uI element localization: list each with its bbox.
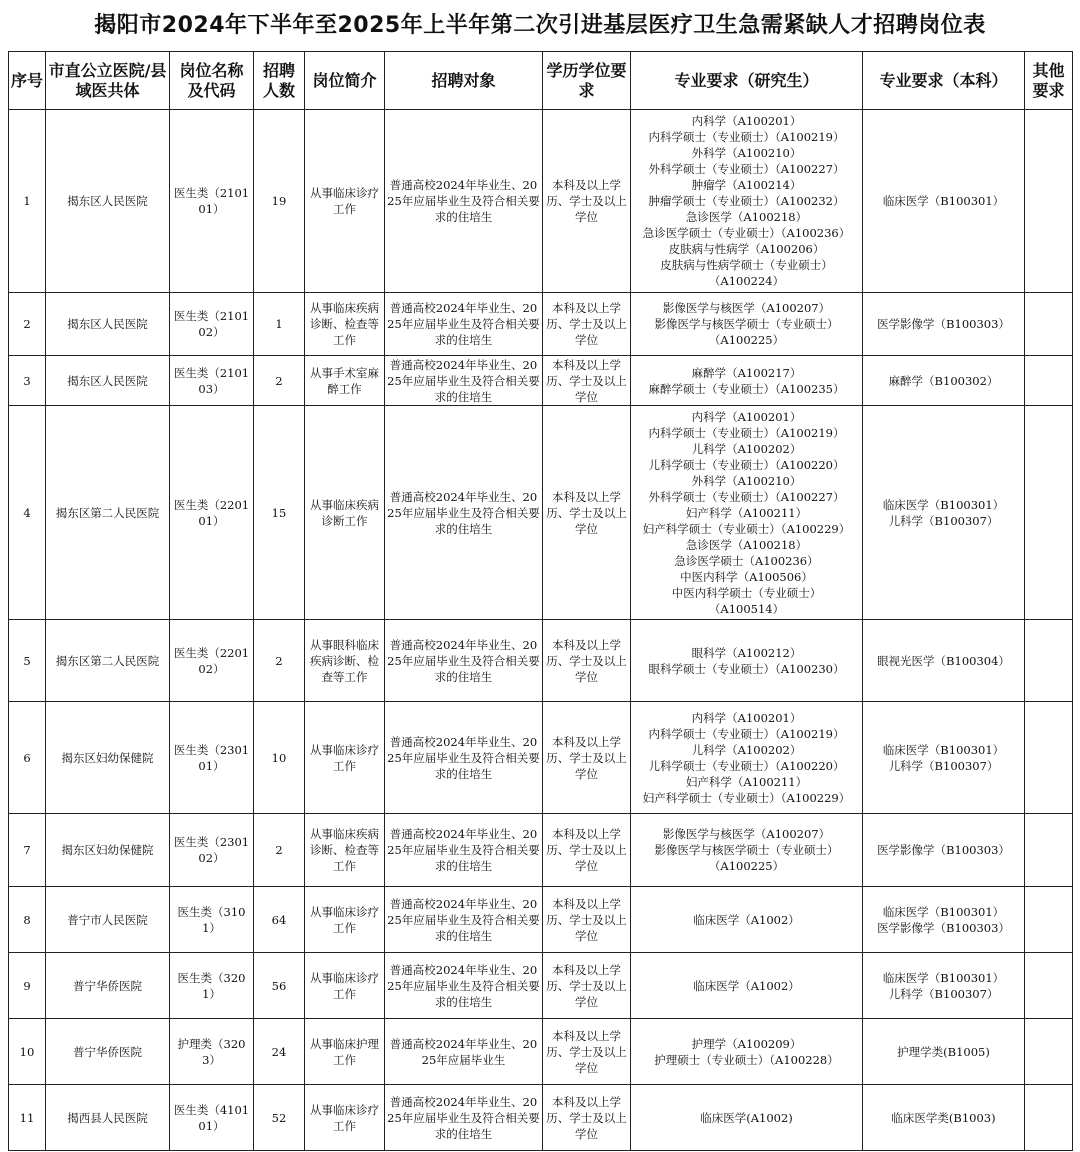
cell-count: 24 [254, 1019, 305, 1085]
cell-hospital: 揭东区人民医院 [46, 356, 170, 406]
cell-grad-major [631, 1085, 863, 1151]
major-line: 麻醉学（B100302） [888, 373, 999, 388]
cell-seq: 9 [9, 953, 46, 1019]
major-line: 护理学类(B1005) [897, 1044, 990, 1059]
cell-target: 普通高校2024年毕业生、2025年应届毕业生及符合相关要求的住培生 [385, 814, 543, 887]
cell-ug-major [863, 293, 1025, 356]
cell-hospital: 揭东区第二人民医院 [46, 620, 170, 702]
major-line: 内科学硕士（专业硕士）（A100219） [648, 425, 845, 440]
cell-ug-major [863, 406, 1025, 620]
cell-grad-major [631, 953, 863, 1019]
major-line: 妇产科学（A100211） [685, 505, 808, 520]
major-line: 临床医学（A1002） [693, 912, 800, 927]
major-line: 麻醉学（A100217） [691, 365, 802, 380]
cell-intro: 从事临床疾病诊断工作 [305, 406, 385, 620]
major-line: 急诊医学硕士（专业硕士）（A100236） [642, 226, 851, 240]
cell-target: 普通高校2024年毕业生、2025年应届毕业生及符合相关要求的住培生 [385, 1085, 543, 1151]
major-line: 中医内科学（A100506） [680, 569, 813, 584]
major-line: 妇产科学硕士（专业硕士）（A100229） [642, 790, 851, 805]
header-target: 招聘对象 [385, 52, 543, 110]
major-line: 内科学（A100201） [691, 710, 802, 725]
major-line: 急诊医学（A100218） [685, 210, 808, 224]
cell-seq: 7 [9, 814, 46, 887]
major-line: 眼视光医学（B100304） [877, 653, 1010, 668]
cell-education: 本科及以上学历、学士及以上学位 [543, 814, 631, 887]
cell-hospital: 揭东区人民医院 [46, 110, 170, 293]
cell-education: 本科及以上学历、学士及以上学位 [543, 293, 631, 356]
major-line: 影像医学与核医学（A100207） [662, 301, 831, 315]
cell-other [1025, 1019, 1073, 1085]
major-line: 医学影像学（B100303） [877, 920, 1010, 935]
table-row [9, 1085, 1073, 1151]
major-line: 儿科学硕士（专业硕士）（A100220） [648, 457, 845, 472]
major-line: 外科学（A100210） [691, 473, 802, 488]
cell-other [1025, 953, 1073, 1019]
cell-grad-major [631, 110, 863, 293]
cell-ug-major [863, 1085, 1025, 1151]
table-row [9, 356, 1073, 406]
major-line: 护理硕士（专业硕士）（A100228） [654, 1052, 839, 1067]
major-line: 内科学（A100201） [691, 409, 802, 424]
cell-hospital: 普宁华侨医院 [46, 1019, 170, 1085]
cell-ug-major [863, 356, 1025, 406]
major-line: 麻醉学硕士（专业硕士）（A100235） [648, 381, 845, 396]
cell-count: 64 [254, 887, 305, 953]
cell-count: 10 [254, 702, 305, 814]
cell-intro: 从事临床诊疗工作 [305, 1085, 385, 1151]
cell-other [1025, 887, 1073, 953]
cell-other [1025, 620, 1073, 702]
cell-position: 护理类（3203） [170, 1019, 254, 1085]
cell-education: 本科及以上学历、学士及以上学位 [543, 887, 631, 953]
major-line: 临床医学（B100301） [882, 742, 1005, 757]
major-line: 妇产科学硕士（专业硕士）（A100229） [642, 521, 851, 536]
cell-count: 52 [254, 1085, 305, 1151]
major-line: 中医内科学硕士（专业硕士） [671, 585, 822, 600]
major-line: 临床医学(A1002) [700, 1110, 793, 1125]
cell-position: 医生类（3101） [170, 887, 254, 953]
cell-ug-major [863, 620, 1025, 702]
major-line: 皮肤病与性病学硕士（专业硕士） [660, 258, 833, 272]
cell-hospital: 揭东区人民医院 [46, 293, 170, 356]
cell-grad-major [631, 620, 863, 702]
cell-intro: 从事临床诊疗工作 [305, 887, 385, 953]
cell-count: 1 [254, 293, 305, 356]
major-line: 儿科学（B100307） [888, 758, 999, 773]
cell-hospital: 普宁华侨医院 [46, 953, 170, 1019]
cell-other [1025, 110, 1073, 293]
major-line: 医学影像学（B100303） [877, 843, 1010, 857]
cell-other [1025, 1085, 1073, 1151]
cell-other [1025, 293, 1073, 356]
major-line: 眼科学（A100212） [691, 645, 802, 660]
major-line: 外科学（A100210） [691, 146, 802, 160]
header-grad-major: 专业要求（研究生） [631, 52, 863, 110]
cell-intro: 从事临床诊疗工作 [305, 702, 385, 814]
cell-grad-major [631, 293, 863, 356]
cell-other [1025, 356, 1073, 406]
table-row [9, 887, 1073, 953]
recruitment-table [8, 51, 1073, 1151]
cell-intro: 从事临床护理工作 [305, 1019, 385, 1085]
major-line: 妇产科学（A100211） [685, 774, 808, 789]
cell-position: 医生类（220102） [170, 620, 254, 702]
header-row [9, 52, 1073, 110]
header-education: 学历学位要求 [543, 52, 631, 110]
cell-intro: 从事临床诊疗工作 [305, 953, 385, 1019]
table-row [9, 814, 1073, 887]
cell-seq: 2 [9, 293, 46, 356]
cell-seq: 8 [9, 887, 46, 953]
table-row [9, 293, 1073, 356]
major-line: 临床医学（A1002） [693, 978, 800, 993]
cell-grad-major [631, 356, 863, 406]
cell-education: 本科及以上学历、学士及以上学位 [543, 110, 631, 293]
cell-grad-major [631, 887, 863, 953]
header-seq: 序号 [9, 52, 46, 110]
cell-education: 本科及以上学历、学士及以上学位 [543, 702, 631, 814]
major-line: 皮肤病与性病学（A100206） [668, 242, 825, 256]
cell-grad-major [631, 814, 863, 887]
major-line: 急诊医学硕士（A100236） [674, 553, 819, 568]
table-body [9, 110, 1073, 1151]
cell-hospital: 揭西县人民医院 [46, 1085, 170, 1151]
major-line: 眼科学硕士（专业硕士）（A100230） [648, 661, 845, 676]
cell-target: 普通高校2024年毕业生、2025年应届毕业生及符合相关要求的住培生 [385, 702, 543, 814]
header-intro: 岗位简介 [305, 52, 385, 110]
cell-intro: 从事临床疾病诊断、检查等工作 [305, 814, 385, 887]
cell-position: 医生类（210103） [170, 356, 254, 406]
cell-seq: 3 [9, 356, 46, 406]
major-line: 影像医学与核医学硕士（专业硕士） [654, 843, 839, 857]
cell-seq: 4 [9, 406, 46, 620]
cell-seq: 6 [9, 702, 46, 814]
header-ug-major: 专业要求（本科） [863, 52, 1025, 110]
major-line: 内科学硕士（专业硕士）（A100219） [648, 726, 845, 741]
cell-intro: 从事临床疾病诊断、检查等工作 [305, 293, 385, 356]
cell-intro: 从事手术室麻醉工作 [305, 356, 385, 406]
major-line: 医学影像学（B100303） [877, 317, 1010, 331]
major-line: 儿科学（A100202） [691, 742, 802, 757]
major-line: 儿科学（B100307） [888, 513, 999, 528]
major-line: 临床医学类(B1003) [891, 1110, 996, 1125]
major-line: （A100514） [708, 601, 785, 616]
cell-count: 56 [254, 953, 305, 1019]
cell-count: 15 [254, 406, 305, 620]
cell-other [1025, 814, 1073, 887]
cell-target: 普通高校2024年毕业生、2025年应届毕业生及符合相关要求的住培生 [385, 356, 543, 406]
cell-hospital: 普宁市人民医院 [46, 887, 170, 953]
major-line: 临床医学（B100301） [882, 970, 1005, 985]
major-line: 儿科学（B100307） [888, 986, 999, 1001]
cell-target: 普通高校2024年毕业生、2025年应届毕业生及符合相关要求的住培生 [385, 953, 543, 1019]
major-line: 临床医学（B100301） [882, 194, 1005, 208]
cell-position: 医生类（210102） [170, 293, 254, 356]
header-position: 岗位名称及代码 [170, 52, 254, 110]
cell-position: 医生类（230102） [170, 814, 254, 887]
cell-position: 医生类（3201） [170, 953, 254, 1019]
cell-education: 本科及以上学历、学士及以上学位 [543, 1019, 631, 1085]
cell-ug-major [863, 1019, 1025, 1085]
cell-other [1025, 406, 1073, 620]
cell-education: 本科及以上学历、学士及以上学位 [543, 356, 631, 406]
major-line: 外科学硕士（专业硕士）（A100227） [648, 489, 845, 504]
header-hospital: 市直公立医院/县域医共体 [46, 52, 170, 110]
cell-count: 2 [254, 814, 305, 887]
major-line: 影像医学与核医学（A100207） [662, 827, 831, 841]
cell-ug-major [863, 887, 1025, 953]
cell-target: 普通高校2024年毕业生、2025年应届毕业生及符合相关要求的住培生 [385, 110, 543, 293]
cell-position: 医生类（410101） [170, 1085, 254, 1151]
cell-seq: 1 [9, 110, 46, 293]
major-line: 肿瘤学（A100214） [691, 178, 802, 192]
cell-ug-major [863, 953, 1025, 1019]
cell-grad-major [631, 406, 863, 620]
cell-count: 2 [254, 356, 305, 406]
cell-seq: 11 [9, 1085, 46, 1151]
table-row [9, 1019, 1073, 1085]
cell-target: 普通高校2024年毕业生、2025年应届毕业生及符合相关要求的住培生 [385, 887, 543, 953]
cell-ug-major [863, 110, 1025, 293]
cell-ug-major [863, 814, 1025, 887]
major-line: 外科学硕士（专业硕士）（A100227） [648, 162, 845, 176]
table-row [9, 406, 1073, 620]
cell-target: 普通高校2024年毕业生、2025年应届毕业生及符合相关要求的住培生 [385, 406, 543, 620]
cell-position: 医生类（210101） [170, 110, 254, 293]
major-line: （A100225） [708, 859, 785, 873]
cell-count: 19 [254, 110, 305, 293]
cell-seq: 5 [9, 620, 46, 702]
cell-intro: 从事眼科临床疾病诊断、检查等工作 [305, 620, 385, 702]
cell-position: 医生类（220101） [170, 406, 254, 620]
table-row [9, 953, 1073, 1019]
cell-seq: 10 [9, 1019, 46, 1085]
cell-intro: 从事临床诊疗工作 [305, 110, 385, 293]
header-other: 其他要求 [1025, 52, 1073, 110]
cell-education: 本科及以上学历、学士及以上学位 [543, 1085, 631, 1151]
table-row [9, 620, 1073, 702]
cell-target: 普通高校2024年毕业生、2025年应届毕业生 [385, 1019, 543, 1085]
cell-education: 本科及以上学历、学士及以上学位 [543, 953, 631, 1019]
cell-position: 医生类（230101） [170, 702, 254, 814]
major-line: 内科学（A100201） [691, 114, 802, 128]
major-line: 内科学硕士（专业硕士）（A100219） [648, 130, 845, 144]
cell-hospital: 揭东区第二人民医院 [46, 406, 170, 620]
major-line: 儿科学（A100202） [691, 441, 802, 456]
cell-education: 本科及以上学历、学士及以上学位 [543, 406, 631, 620]
major-line: 儿科学硕士（专业硕士）（A100220） [648, 758, 845, 773]
cell-target: 普通高校2024年毕业生、2025年应届毕业生及符合相关要求的住培生 [385, 620, 543, 702]
major-line: 护理学（A100209） [691, 1036, 802, 1051]
table-row [9, 110, 1073, 293]
cell-ug-major [863, 702, 1025, 814]
cell-other [1025, 702, 1073, 814]
major-line: （A100224） [708, 274, 785, 288]
cell-grad-major [631, 1019, 863, 1085]
major-line: 临床医学（B100301） [882, 497, 1005, 512]
major-line: 肿瘤学硕士（专业硕士）（A100232） [648, 194, 845, 208]
major-line: 急诊医学（A100218） [685, 537, 808, 552]
table-row [9, 702, 1073, 814]
cell-hospital: 揭东区妇幼保健院 [46, 814, 170, 887]
page-title: 揭阳市2024年下半年至2025年上半年第二次引进基层医疗卫生急需紧缺人才招聘岗位表 [94, 13, 986, 38]
major-line: 临床医学（B100301） [882, 904, 1005, 919]
cell-count: 2 [254, 620, 305, 702]
cell-hospital: 揭东区妇幼保健院 [46, 702, 170, 814]
major-line: 影像医学与核医学硕士（专业硕士） [654, 317, 839, 331]
cell-target: 普通高校2024年毕业生、2025年应届毕业生及符合相关要求的住培生 [385, 293, 543, 356]
cell-education: 本科及以上学历、学士及以上学位 [543, 620, 631, 702]
header-count: 招聘人数 [254, 52, 305, 110]
cell-grad-major [631, 702, 863, 814]
major-line: （A100225） [708, 333, 785, 347]
